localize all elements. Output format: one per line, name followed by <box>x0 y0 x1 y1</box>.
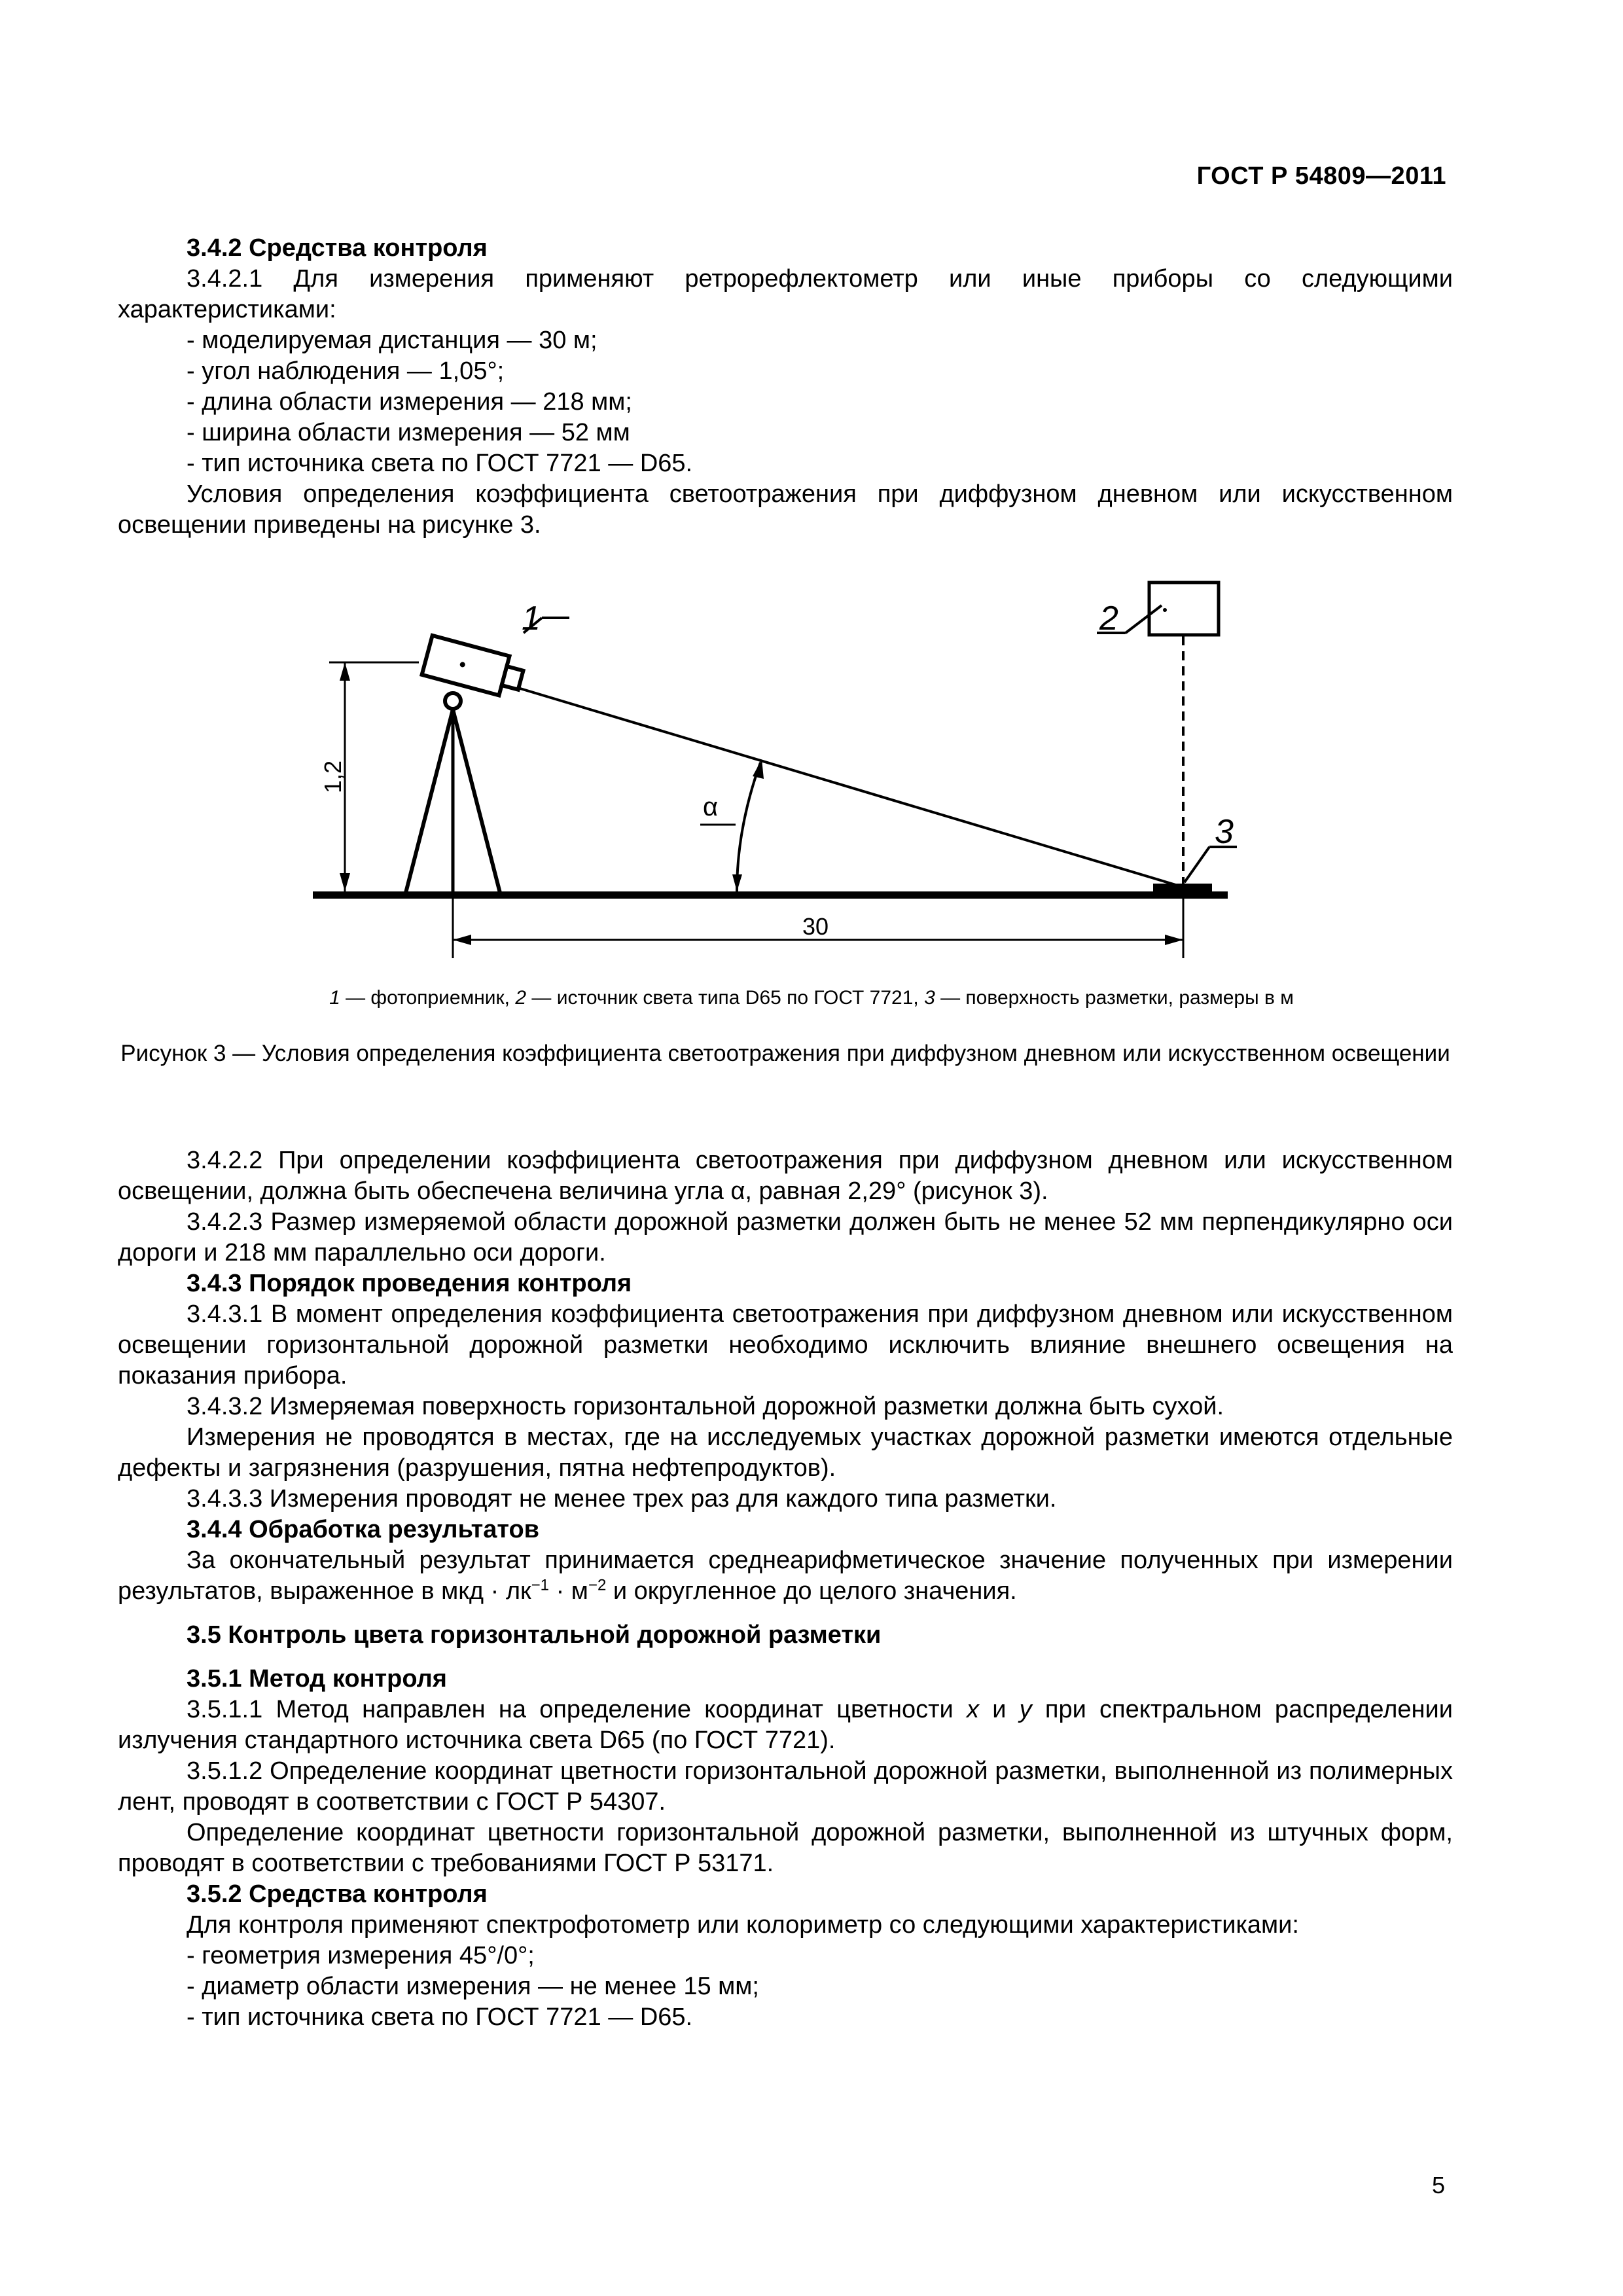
superscript: −1 <box>531 1576 550 1594</box>
paragraph-3-4-3-1: 3.4.3.1 В момент определения коэффициента светоотражения при диффузном дневном или искусственном освещении горизонтальной дорожной разметки необходимо исключить влияние внешнего освещения на показания прибора. <box>118 1300 1453 1390</box>
page-number: 5 <box>1431 2172 1445 2198</box>
photodetector <box>422 636 526 700</box>
distance-label: 30 <box>802 913 829 940</box>
body-text-block <box>118 1145 1453 2033</box>
legend-text: — фотоприемник, <box>340 987 516 1009</box>
text-span: · м <box>549 1577 588 1605</box>
paragraph-conditions: Условия определения коэффициента светоотражения при диффузном дневном или искусственном освещении приведены на рисунке 3. <box>118 480 1453 539</box>
heading-3-5-2: 3.5.2 Средства контроля <box>187 1880 488 1908</box>
figure-caption: Рисунок 3 — Условия определения коэффициента светоотражения при диффузном дневном или искусственном освещении <box>120 1041 1450 1066</box>
paragraph-3-4-2-3: 3.4.2.3 Размер измеряемой области дорожной разметки должен быть не менее 52 мм перпендикулярно оси дороги и 218 мм параллельно оси дороги. <box>118 1208 1453 1266</box>
alpha-symbol: α <box>730 1177 745 1205</box>
paragraph-3-4-3-2: 3.4.3.2 Измеряемая поверхность горизонтальной дорожной разметки должна быть сухой. <box>187 1393 1224 1420</box>
document-code-header: ГОСТ Р 54809—2011 <box>1196 162 1446 190</box>
figure-3-diagram <box>0 0 1623 982</box>
legend-num: 3 <box>924 987 935 1009</box>
height-label: 1,2 <box>319 760 346 793</box>
label-1: 1 <box>522 600 541 637</box>
heading-3-4-2: 3.4.2 Средства контроля <box>187 234 488 262</box>
text-span: За окончательный результат принимается среднеарифметическое значение полученных при измерении результатов, выраженное в мкд · лк <box>118 1547 1453 1605</box>
angle-label: α <box>703 793 719 821</box>
legend-text: — поверхность разметки, размеры в м <box>935 987 1294 1009</box>
distance-arrow-right <box>1165 935 1183 945</box>
light-source-center <box>1163 608 1167 612</box>
list-item: - угол наблюдения — 1,05°; <box>187 357 505 385</box>
text-span: 3.5.1.1 Метод направлен на определение координат цветности <box>187 1696 967 1723</box>
light-source <box>1149 583 1219 635</box>
paragraph-3-5-2: Для контроля применяют спектрофотометр или колориметр со следующими характеристиками: <box>187 1911 1299 1939</box>
heading-3-4-3: 3.4.3 Порядок проведения контроля <box>187 1270 632 1297</box>
list-item: - тип источника света по ГОСТ 7721 — D65. <box>187 450 693 477</box>
angle-arrow-bottom <box>732 874 742 891</box>
leader-3 <box>1185 847 1209 882</box>
list-item: - моделируемая дистанция — 30 м; <box>187 327 597 354</box>
height-arrow-top <box>340 662 350 681</box>
var-x: x <box>966 1696 979 1723</box>
ground-line <box>313 891 1228 899</box>
heading-3-4-4: 3.4.4 Обработка результатов <box>187 1516 540 1543</box>
height-arrow-bottom <box>340 873 350 891</box>
text-span: при спектральном распределении излучения стандартного источника света D65 (по ГОСТ 7721). <box>118 1696 1453 1754</box>
legend-text: — источник света типа D65 по ГОСТ 7721, <box>526 987 925 1009</box>
paragraph-coordinates: Определение координат цветности горизонтальной дорожной разметки, выполненной из штучных форм, проводят в соответствии с требованиями ГОСТ Р 53171. <box>118 1819 1453 1877</box>
paragraph-3-4-2-2 <box>118 1145 1453 1207</box>
paragraph-3-4-2-1: 3.4.2.1 Для измерения применяют ретрорефлектометр или иные приборы со следующими характеристиками: <box>118 265 1453 323</box>
heading-3-5-1: 3.5.1 Метод контроля <box>187 1665 447 1693</box>
text-span: 3.4.2.2 При определении коэффициента светоотражения при диффузном дневном или искусственном освещении, должна быть обеспечена величина угла <box>118 1147 1453 1205</box>
label-3: 3 <box>1215 813 1234 851</box>
angle-arrow-top <box>753 759 764 779</box>
sight-line <box>520 689 1178 886</box>
angle-arc <box>737 762 760 891</box>
list-item: - тип источника света по ГОСТ 7721 — D65. <box>187 2003 693 2031</box>
list-item: - длина области измерения — 218 мм; <box>187 388 632 416</box>
marking-surface <box>1153 884 1212 893</box>
list-item: - ширина области измерения — 52 мм <box>187 419 630 446</box>
var-y: y <box>1019 1696 1032 1723</box>
legend-num: 1 <box>329 987 340 1009</box>
text-span: и округленное до целого значения. <box>606 1577 1017 1605</box>
paragraph-final-result <box>118 1545 1453 1607</box>
list-item: - диаметр области измерения — не менее 15 мм; <box>187 1973 759 2000</box>
paragraph-measurements: Измерения не проводятся в местах, где на исследуемых участках дорожной разметки имеются отдельные дефекты и загрязнения (разрушения, пятна нефтепродуктов). <box>118 1424 1453 1482</box>
superscript: −2 <box>588 1576 607 1594</box>
distance-arrow-left <box>453 935 471 945</box>
paragraph-3-5-1-1 <box>118 1695 1453 1756</box>
paragraph-3-5-1-2: 3.5.1.2 Определение координат цветности горизонтальной дорожной разметки, выполненной из полимерных лент, проводят в соответствии с ГОСТ Р 54307. <box>118 1757 1453 1816</box>
legend-num: 2 <box>515 987 527 1009</box>
heading-3-5: 3.5 Контроль цвета горизонтальной дорожной разметки <box>187 1621 882 1649</box>
text-span: и <box>978 1696 1020 1723</box>
list-item: - геометрия измерения 45°/0°; <box>187 1942 535 1969</box>
label-2: 2 <box>1099 600 1118 637</box>
text-span: , равная 2,29° (рисунок 3). <box>745 1177 1048 1205</box>
tripod <box>406 693 500 893</box>
paragraph-3-4-3-3: 3.4.3.3 Измерения проводят не менее трех раз для каждого типа разметки. <box>187 1485 1057 1513</box>
figure-legend <box>0 987 1623 1009</box>
